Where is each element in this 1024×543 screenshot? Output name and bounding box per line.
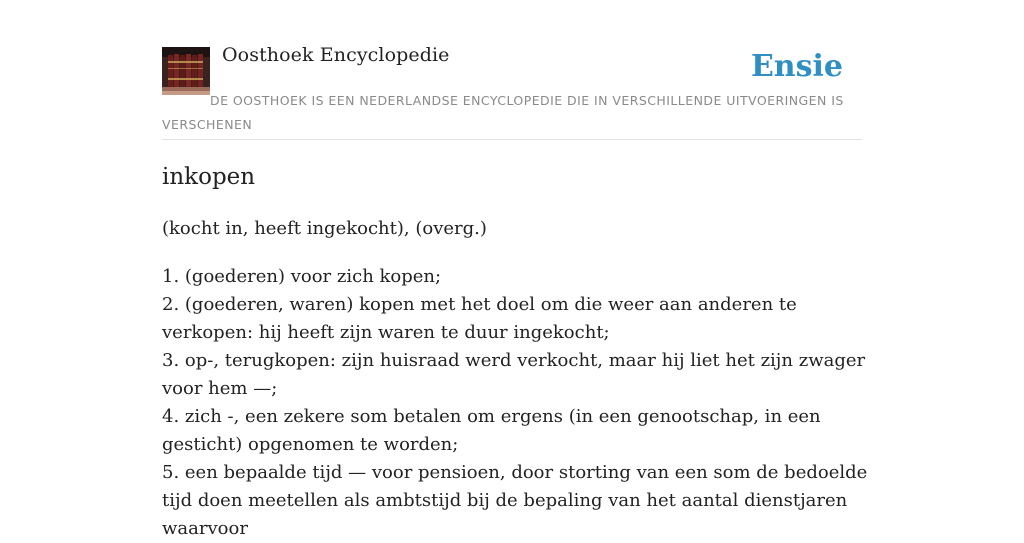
header-divider: [162, 139, 862, 140]
site-tagline: DE OOSTHOEK IS EEN NEDERLANDSE ENCYCLOPEDIE DIE IN VERSCHILLENDE UITVOERINGEN IS VERSCHENEN: [162, 93, 844, 132]
books-icon: [162, 47, 210, 95]
entry-grammar: (kocht in, heeft ingekocht), (overg.): [162, 218, 487, 239]
definition-item: 5. een bepaalde tijd — voor pensioen, door storting van een som de bedoelde tijd doen meetellen als ambtstijd bij de bepaling van het aantal dienstjaren waarvoor: [162, 462, 868, 539]
definition-item: 1. (goederen) voor zich kopen;: [162, 266, 442, 287]
site-title[interactable]: Oosthoek Encyclopedie: [222, 44, 450, 66]
brand-logo[interactable]: Ensie: [750, 49, 843, 84]
definition-item: 4. zich -, een zekere som betalen om ergens (in een genootschap, in een gesticht) opgenomen te worden;: [162, 406, 821, 455]
entry-definitions: [162, 263, 872, 543]
encyclopedia-books-avatar[interactable]: [162, 47, 210, 95]
entry-headword: inkopen: [162, 164, 256, 190]
definition-item: 3. op-, terugkopen: zijn huisraad werd verkocht, maar hij liet het zijn zwager voor hem —;: [162, 350, 866, 399]
definition-item: 2. (goederen, waren) kopen met het doel om die weer aan anderen te verkopen: hij heeft zijn waren te duur ingekocht;: [162, 294, 797, 343]
